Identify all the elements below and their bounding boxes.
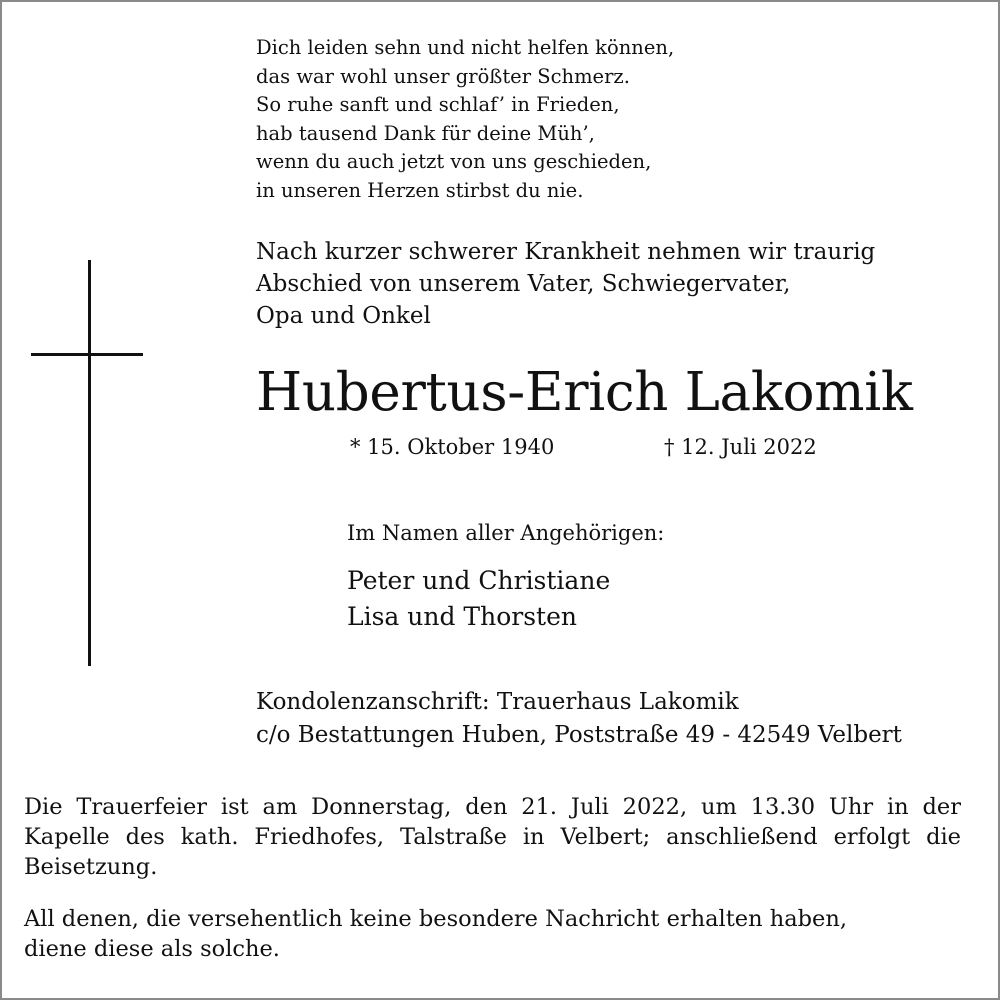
memorial-poem — [256, 34, 674, 205]
deceased-name: Hubertus-Erich Lakomik — [256, 362, 913, 423]
mourner-name: Lisa und Thorsten — [347, 602, 577, 631]
family-intro: Im Namen aller Angehörigen: — [347, 521, 665, 545]
funeral-service-info: Die Trauerfeier ist am Donnerstag, den 21. Juli 2022, um 13.30 Uhr in der Kapelle des kath. Friedhofes, Talstraße in Velbert; anschließend erfolgt die Beisetzung. — [24, 794, 961, 880]
address-line: Kondolenzanschrift: Trauerhaus Lakomik — [256, 689, 739, 715]
intro-line: Opa und Onkel — [256, 303, 431, 329]
poem-line: Dich leiden sehn und nicht helfen können, — [256, 36, 675, 59]
cross-icon — [88, 260, 91, 666]
closing-notice — [24, 904, 961, 964]
poem-line: in unseren Herzen stirbst du nie. — [256, 178, 584, 202]
poem-line: wenn du auch jetzt von uns geschieden, — [256, 150, 652, 173]
address-line: c/o Bestattungen Huben, Poststraße 49 - 42549 Velbert — [256, 722, 902, 748]
cross-icon-bar — [31, 353, 143, 356]
intro-line: Nach kurzer schwerer Krankheit nehmen wir traurig — [256, 239, 876, 265]
poem-line: das war wohl unser größter Schmerz. — [256, 64, 630, 88]
notice-line: All denen, die versehentlich keine besondere Nachricht erhalten haben, — [24, 906, 848, 932]
mourner-name: Peter und Christiane — [347, 566, 611, 595]
announcement-intro — [256, 236, 875, 332]
poem-line: So ruhe sanft und schlaf’ in Frieden, — [256, 93, 620, 116]
notice-line: diene diese als solche. — [24, 936, 280, 962]
birth-date: * 15. Oktober 1940 — [350, 435, 555, 459]
intro-line: Abschied von unserem Vater, Schwiegervater, — [256, 271, 791, 297]
poem-line: hab tausend Dank für deine Müh’, — [256, 121, 595, 145]
death-date: † 12. Juli 2022 — [664, 435, 817, 459]
condolence-address — [256, 686, 902, 752]
mourner-names — [347, 563, 610, 635]
